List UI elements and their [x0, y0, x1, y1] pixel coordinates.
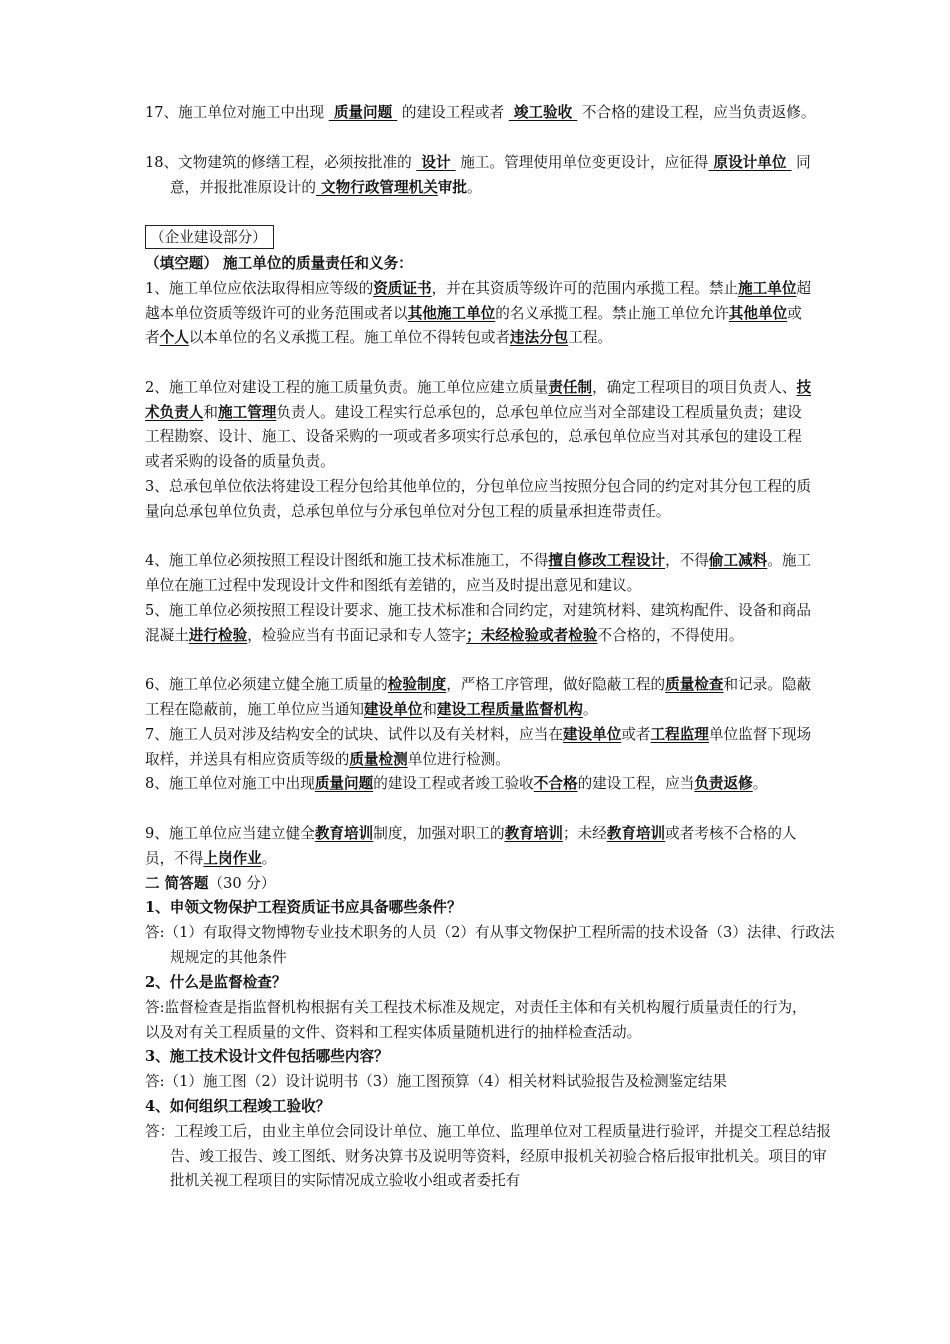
paragraph-f6 [145, 673, 813, 722]
answer-blank: 技术负责人 [145, 379, 812, 421]
paragraph-f5 [145, 599, 813, 648]
text-run: 6、施工单位必须建立健全施工质量的 [145, 676, 388, 693]
text-run: 超越本单位资质等级许可的业务范围或者以 [145, 280, 812, 322]
short-answer-title: 二 简答题 [145, 875, 209, 892]
text-run: 的建设工程或者 [397, 104, 509, 121]
text-run: 。 [582, 700, 598, 718]
text-run: 或者 [145, 304, 802, 346]
answer-blank: 施工单位 [738, 280, 797, 297]
short-answer-score: （30 分） [208, 875, 276, 892]
answer-blank: 质量检查 [665, 676, 724, 693]
text-run: 1、施工单位应依法取得相应等级的 [145, 280, 374, 297]
answer-blank: 教育培训 [314, 825, 374, 842]
text-run: 工程。 [568, 329, 613, 346]
paragraph-f9 [145, 822, 813, 871]
question-q2: 2、什么是监督检查？ [145, 974, 287, 991]
paragraph-f3 [145, 475, 813, 524]
text-run: 。 [261, 849, 277, 867]
answer-blank: 施工管理 [218, 403, 277, 421]
text-run: ，检验应当有书面记录和专人签字 [247, 626, 467, 644]
question-q4: 4、如何组织工程竣工验收？ [145, 1098, 331, 1115]
text-run: 5、施工单位必须按照工程设计要求、施工技术标准和合同约定，对建筑材料、建筑构配件、设备和商品混凝土 [145, 602, 812, 644]
answer-blank: 教育培训 [606, 825, 666, 842]
answer-blank: 建设工程质量监督机构 [436, 700, 583, 718]
text-run: 9、施工单位应当建立健全 [145, 825, 315, 842]
answer-q3: 答:（1）施工图（2）设计说明书（3）施工图预算（4）相关材料试验报告及检测鉴定结果 [145, 1073, 728, 1090]
question-q3: 3、施工技术设计文件包括哪些内容？ [145, 1048, 389, 1065]
answer-blank: 质量检测 [349, 750, 408, 768]
answer-q4: 答：工程竣工后，由业主单位会同设计单位、施工单位、监理单位对工程质量进行验评，并提交工程总结报告、竣工报告、竣工图纸、财务决算书及说明等资料，经原申报机关初验合格后报审批机关。项目的审批机关视工程项目的实际情况成立验收小组或者委托有 [145, 1123, 831, 1189]
text-run: ；未经 [562, 825, 607, 842]
paragraph-f4 [145, 549, 813, 598]
text-run: ，不得 [665, 552, 709, 569]
text-run: 不合格的建设工程，应当负责返修。 [577, 104, 816, 121]
paragraph-f7 [145, 723, 813, 772]
text-run: 和记录。隐蔽工程在隐蔽前，施工单位应当通知 [145, 676, 812, 718]
answer-blank: 资质证书 [373, 280, 432, 297]
text-run: 审批 [437, 178, 467, 196]
text-run: 3、总承包单位依法将建设工程分包给其他单位的，分包单位应当按照分包合同的约定对其分包工程的质量向总承包单位负责，总承包单位与分承包单位对分包工程的质量承担连带责任。 [145, 478, 812, 520]
text-run: ，并在其资质等级许可的范围内承揽工程。禁止 [431, 280, 739, 297]
text-run: 施工。管理使用单位变更设计，应征得 [455, 154, 709, 171]
answer-q2: 答:监督检查是指监督机构根据有关工程技术标准及规定，对责任主体和有关机构履行质量责任的行为，以及对有关工程质量的文件、资料和工程实体质量随机进行的抽样检查活动。 [145, 999, 807, 1041]
answer-blank: 建设单位 [562, 726, 622, 743]
text-run: 或者考核不合格的人员，不得 [145, 825, 797, 867]
text-run: 的建设工程或者竣工验收 [373, 775, 534, 792]
answer-blank: 个人 [159, 329, 189, 346]
paragraph-f2 [145, 376, 813, 474]
text-run: 和 [203, 403, 218, 421]
paragraph-p18 [145, 151, 838, 200]
paragraph-f8 [145, 772, 813, 797]
text-run: 单位进行检测。 [407, 750, 510, 768]
answer-blank: 设计 [416, 154, 456, 171]
text-run: 4、施工单位必须按照工程设计图纸和施工技术标准施工，不得 [145, 552, 549, 569]
answer-blank: 质量问题 [314, 775, 374, 792]
answer-blank: 违法分包 [509, 329, 569, 346]
section-label-box: （企业建设部分） [145, 225, 274, 249]
fill-in-heading: （填空题） 施工单位的质量责任和义务： [145, 255, 413, 272]
answer-blank: ；未经检验或者检验 [466, 626, 598, 644]
question-q1: 1、申领文物保护工程资质证书应具备哪些条件？ [145, 899, 462, 916]
text-run: 的建设工程，应当 [577, 775, 695, 792]
text-run: 7、施工人员对涉及结构安全的试块、试件以及有关材料，应当在 [145, 726, 563, 743]
text-run: 同意，并报批准原设计的 [170, 154, 811, 196]
answer-blank: 文物行政管理机关 [315, 178, 438, 196]
answer-blank: 偷工减料 [708, 552, 768, 569]
paragraph-p17 [145, 101, 838, 126]
answer-blank: 进行检验 [188, 626, 248, 644]
answer-blank: 责任制 [548, 379, 593, 396]
answer-blank: 原设计单位 [708, 154, 792, 171]
answer-blank: 不合格 [533, 775, 578, 792]
text-run: 负责人。建设工程实行总承包的，总承包单位应当对全部建设工程质量负责；建设工程勘察、设计、施工、设备采购的一项或者多项实行总承包的，总承包单位应当对其承包的建设工程或者采购的设备的质量负责。 [145, 403, 802, 470]
short-answer-heading [145, 872, 813, 897]
answer-blank: 负责返修 [694, 775, 753, 792]
text-run: 2、施工单位对建设工程的施工质量负责。施工单位应建立质量 [145, 379, 549, 396]
answer-blank: 其他施工单位 [407, 304, 496, 322]
answer-blank: 教育培训 [504, 825, 563, 842]
answer-blank: 质量问题 [328, 104, 398, 121]
answer-blank: 上岗作业 [203, 849, 262, 867]
text-run: 单位监督下现场取样，并送具有相应资质等级的 [145, 726, 812, 768]
answer-blank: 其他单位 [728, 304, 788, 322]
text-run: 或者 [621, 726, 651, 743]
answer-blank: 建设单位 [363, 700, 423, 718]
paragraph-f1 [145, 277, 813, 351]
text-run: 和 [422, 700, 437, 718]
text-run: 不合格的，不得使用。 [597, 626, 744, 644]
text-run: ，确定工程项目的项目负责人、 [592, 379, 797, 396]
text-run: 18、文物建筑的修缮工程，必须按批准的 [145, 154, 417, 171]
text-run: 制度，加强对职工的 [373, 825, 505, 842]
text-run: 。 [467, 178, 482, 196]
text-run: 17、施工单位对施工中出现 [145, 104, 329, 121]
text-run: 8、施工单位对施工中出现 [145, 775, 315, 792]
text-run: 以本单位的名义承揽工程。施工单位不得转包或者 [188, 329, 510, 346]
answer-blank: 竣工验收 [508, 104, 578, 121]
answer-blank: 擅自修改工程设计 [548, 552, 666, 569]
text-run: 。 [752, 775, 768, 792]
answer-q1: 答:（1）有取得文物博物专业技术职务的人员（2）有从事文物保护工程所需的技术设备（3）法律、行政法规规定的其他条件 [145, 924, 835, 966]
answer-blank: 检验制度 [387, 676, 447, 693]
text-run: 的名义承揽工程。禁止施工单位允许 [495, 304, 729, 322]
text-run: ，严格工序管理，做好隐蔽工程的 [446, 676, 666, 693]
text-run: 。施工单位在施工过程中发现设计文件和图纸有差错的，应当及时提出意见和建议。 [145, 552, 812, 594]
answer-blank: 工程监理 [650, 726, 709, 743]
